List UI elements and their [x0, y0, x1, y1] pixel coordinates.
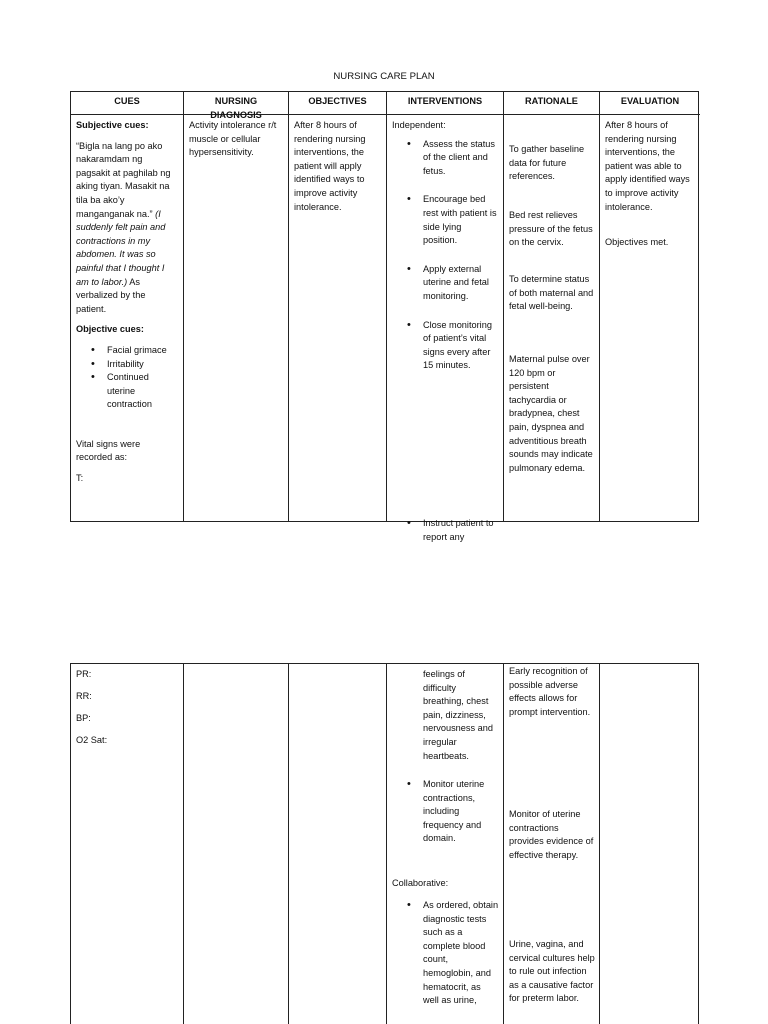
list-item: • Apply external uterine and fetal monitoring. [392, 263, 498, 304]
subjective-cues-heading: Subjective cues: [76, 120, 149, 130]
cues-cell [71, 115, 184, 521]
care-plan-table-page-1 [70, 91, 699, 542]
objective-cues-list [76, 344, 178, 412]
independent-interventions-list-continued [392, 668, 498, 763]
evaluation-status: Objectives met. [605, 237, 669, 248]
nursing-diagnosis-text: Activity intolerance r/t muscle or cellular hypersensitivity. [189, 120, 277, 158]
evaluation-text: After 8 hours of rendering nursing interventions, the patient was able to apply identified ways to improve activity intolerance. [605, 120, 690, 212]
list-item: • Encourage bed rest with patient is side lying position. [392, 193, 498, 247]
rationale-item: Bed rest relieves pressure of the fetus on the cervix. [509, 210, 593, 248]
cues-cell-continued [71, 664, 184, 1024]
header-objectives: OBJECTIVES [289, 92, 387, 115]
rationale-item: To determine status of both maternal and fetal well-being. [509, 274, 594, 312]
interventions-cell-continued [387, 664, 504, 1024]
list-item-continuation: feelings of difficulty breathing, chest pain, dizziness, nervousness and irregular heartbeats. [423, 669, 493, 761]
list-item: • Continued uterine contraction [76, 371, 178, 412]
list-item: • Facial grimace [76, 344, 178, 358]
vital-blood-pressure: BP: [76, 713, 91, 724]
rationale-item: Urine, vagina, and cervical cultures help to rule out infection as a causative factor for preterm labor. [509, 939, 595, 1004]
vital-signs-intro: Vital signs were recorded as: [76, 438, 141, 463]
diagnosis-cell-continued [184, 664, 289, 1024]
list-item: • Monitor uterine contractions, including frequency and domain. [392, 778, 499, 846]
rationale-cell [504, 115, 600, 521]
header-cues: CUES [71, 92, 184, 115]
collaborative-heading: Collaborative: [392, 878, 449, 888]
evaluation-cell-continued [600, 664, 700, 1024]
rationale-item: Maternal pulse over 120 bpm or persistent tachycardia or bradypnea, chest pain, dyspnea and adventitious breath sounds may indicate pulmonary edema. [509, 354, 593, 473]
diagnosis-cell [184, 115, 289, 521]
vital-oxygen-saturation: O2 Sat: [76, 735, 108, 746]
rationale-item: Early recognition of possible adverse effects allows for prompt intervention. [509, 666, 591, 717]
vital-respiratory-rate: RR: [76, 691, 92, 702]
rationale-item: To gather baseline data for future references. [509, 144, 585, 182]
objectives-cell [289, 115, 387, 521]
list-item: • Close monitoring of patient’s vital signs every after 15 minutes. [392, 319, 498, 373]
independent-heading: Independent: [392, 120, 446, 130]
vital-pulse-rate: PR: [76, 669, 92, 679]
patient-quote: “Bigla na lang po ako nakaramdam ng pagsakit at paghilab ng aking tiyan. Masakit na tila ba ako’y manganganak na.” (I suddenly felt pain and contractions in my abdomen. It was so painful that I thought I am to labor.) As verbalized by the patient. [76, 140, 171, 314]
collaborative-interventions-list [392, 899, 499, 1008]
rationale-cell-continued [504, 664, 600, 1024]
independent-interventions-list-continued [392, 778, 499, 846]
document-title: NURSING CARE PLAN [333, 71, 435, 82]
objective-cues-heading: Objective cues: [76, 324, 144, 335]
header-rationale: RATIONALE [504, 92, 600, 115]
vital-temperature: T: [76, 473, 84, 484]
list-item: • Irritability [76, 358, 178, 372]
list-item: • Assess the status of the client and fetus. [392, 138, 498, 179]
objectives-text: After 8 hours of rendering nursing interventions, the patient will apply identified ways to improve activity intolerance. [294, 120, 366, 212]
list-item: • As ordered, obtain diagnostic tests such as a complete blood count, hemoglobin, and hematocrit, as well as urine, [392, 899, 499, 1008]
evaluation-cell [600, 115, 700, 521]
objectives-cell-continued [289, 664, 387, 1024]
interventions-cell [387, 115, 504, 542]
independent-interventions-list-continued [392, 517, 499, 544]
independent-interventions-list [392, 138, 498, 373]
header-evaluation: EVALUATION [600, 92, 700, 115]
rationale-item: Monitor of uterine contractions provides evidence of effective therapy. [509, 809, 594, 860]
header-interventions: INTERVENTIONS [387, 92, 504, 115]
header-nursing-diagnosis: NURSING DIAGNOSIS [184, 92, 289, 115]
care-plan-table-page-2 [70, 663, 699, 1024]
list-item: • Instruct patient to report any [392, 517, 499, 544]
